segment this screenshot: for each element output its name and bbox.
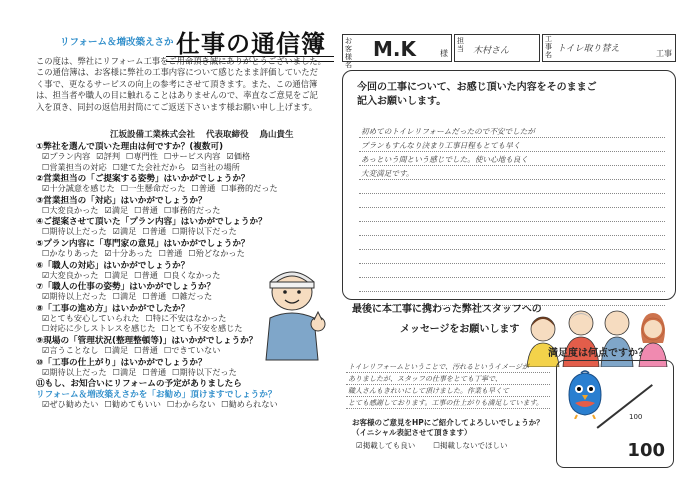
signer-company: 江坂設備工業株式会社 bbox=[110, 130, 196, 140]
hp-question-line-2: （イニシャル表記させて頂きます） bbox=[352, 428, 472, 437]
koji-box bbox=[542, 34, 676, 62]
customer-name-box bbox=[342, 34, 452, 69]
hp-option-checkbox[interactable]: ☑ 掲載しても良い bbox=[356, 441, 415, 450]
option-checkbox[interactable]: ☐ かなりあった bbox=[42, 248, 98, 258]
writing-line bbox=[359, 221, 665, 222]
score-box bbox=[556, 360, 674, 468]
writing-line bbox=[359, 165, 665, 166]
option-checkbox[interactable]: ☑ 価格 bbox=[226, 151, 250, 161]
option-checkbox[interactable]: ☐ とても不安を感じた bbox=[162, 323, 243, 333]
hp-options bbox=[356, 440, 525, 451]
handwritten-comment: あっという間という感じでした。使い心地も良く bbox=[361, 155, 528, 164]
handwritten-staff-message: トイレリフォームということで、汚れるというイメージが bbox=[348, 363, 529, 371]
tantou-box bbox=[454, 34, 540, 62]
sama-suffix: 様 bbox=[440, 49, 448, 58]
option-checkbox[interactable]: ☐ 普通 bbox=[134, 345, 158, 355]
writing-line bbox=[359, 207, 665, 208]
option-checkbox[interactable]: ☑ 評判 bbox=[96, 151, 120, 161]
option-checkbox[interactable]: ☑ ぜひ勧めたい bbox=[42, 399, 98, 409]
option-checkbox[interactable]: ☑ 期待以上だった bbox=[42, 291, 107, 301]
question-options-9 bbox=[42, 323, 249, 334]
question-0: ①弊社を選んで頂いた理由は何ですか？(複数可) bbox=[36, 142, 224, 152]
question-5: ⑤プラン内容に「専門家の意見」はいかがでしょうか？ bbox=[36, 239, 250, 249]
writing-line bbox=[359, 235, 665, 236]
handwritten-staff-message: とても感謝しております。工事の仕上がりも満足しています。 bbox=[348, 399, 543, 407]
option-checkbox[interactable]: ☑ 満足 bbox=[113, 226, 137, 236]
question-11: ⑩「工事の仕上がり」はいかがでしょうか？ bbox=[36, 357, 207, 368]
option-checkbox[interactable]: ☐ 満足 bbox=[113, 367, 137, 377]
option-checkbox[interactable]: ☐ 普通 bbox=[192, 183, 216, 193]
question-4: ④ご提案させて頂いた「プラン内容」はいかがでしょうか？ bbox=[36, 217, 267, 228]
question-3: ③営業担当の「対応」はいかがでしょうか？ bbox=[36, 195, 207, 206]
question-6: ⑥「職人の対応」はいかがでしょうか？ bbox=[36, 260, 190, 271]
option-checkbox[interactable]: ☐ 普通 bbox=[142, 367, 166, 377]
question-8: ⑧「工事の進め方」はいかがでしたか？ bbox=[36, 303, 190, 314]
satisfaction-score: 100 bbox=[627, 440, 665, 461]
option-checkbox[interactable]: ☐ 普通 bbox=[134, 270, 158, 280]
option-checkbox[interactable]: ☐ 特に不安はなかった bbox=[145, 313, 226, 323]
handwritten-comment: プランもすんなり決まり工事日程もとても早く bbox=[361, 141, 521, 150]
question-12: ⑪もし、お知合いにリフォームの予定がありましたら bbox=[36, 379, 242, 390]
question-options-13 bbox=[42, 399, 284, 410]
staff-writing-line bbox=[346, 396, 550, 397]
writing-line bbox=[359, 179, 665, 180]
option-checkbox[interactable]: ☐ 勧めてもいい bbox=[104, 399, 160, 409]
option-checkbox[interactable]: ☑ 満足 bbox=[104, 205, 128, 215]
option-checkbox[interactable]: ☑ 十分誠意を感じた bbox=[42, 183, 115, 193]
question-options-1 bbox=[42, 162, 246, 173]
option-checkbox[interactable]: ☐ 対応に少しストレスを感じた bbox=[42, 323, 156, 333]
question-options-4 bbox=[42, 226, 243, 237]
question-options-8 bbox=[42, 313, 232, 324]
option-checkbox[interactable]: ☑ 当社の場所 bbox=[192, 162, 240, 172]
staff-writing-line bbox=[346, 372, 550, 373]
question-options-5 bbox=[42, 248, 251, 259]
koji-suffix: 工事 bbox=[656, 49, 672, 58]
option-checkbox[interactable]: ☐ 一生懸命だった bbox=[121, 183, 186, 193]
option-checkbox[interactable]: ☐ 満足 bbox=[113, 291, 137, 301]
option-checkbox[interactable]: ☐ 営業担当の対応 bbox=[42, 162, 107, 172]
staff-writing-line bbox=[346, 384, 550, 385]
option-checkbox[interactable]: ☐ 事務的だった bbox=[221, 183, 277, 193]
option-checkbox[interactable]: ☐ 普通 bbox=[142, 226, 166, 236]
writing-line bbox=[359, 137, 665, 138]
question-13: リフォーム＆増改築えさかを「お勧め」頂けますでしょうか？ bbox=[36, 390, 277, 401]
writing-line bbox=[359, 263, 665, 264]
option-checkbox[interactable]: ☐ 満足 bbox=[104, 270, 128, 280]
question-options-10 bbox=[42, 345, 226, 356]
staff-writing-line bbox=[346, 408, 550, 409]
option-checkbox[interactable]: ☐ 期待以下だった bbox=[172, 367, 237, 377]
question-10: ⑨現場の「管理状況(整理整頓等)」はいかがでしょうか？ bbox=[36, 336, 258, 346]
option-checkbox[interactable]: ☐ 大変良かった bbox=[42, 205, 98, 215]
satisfaction-label: 満足度は何点ですか？ bbox=[548, 348, 648, 359]
option-checkbox[interactable]: ☐ 期待以上だった bbox=[42, 226, 107, 236]
hp-question bbox=[352, 418, 544, 438]
signer bbox=[110, 128, 301, 140]
question-options-11 bbox=[42, 367, 243, 378]
question-options-3 bbox=[42, 205, 226, 216]
writing-line bbox=[359, 193, 665, 194]
comment-heading-line-2: 記入お願いします。 bbox=[357, 96, 447, 107]
option-checkbox[interactable]: ☐ 普通 bbox=[159, 248, 183, 258]
option-checkbox[interactable]: ☐ 雑だった bbox=[172, 291, 212, 301]
handwritten-staff-message: 職人さんもきれいにして頂けました。作業も早くて bbox=[348, 387, 509, 395]
left-panel bbox=[0, 0, 338, 480]
company-tagline: リフォーム＆増改築えさか bbox=[60, 37, 174, 48]
comment-box bbox=[342, 70, 676, 300]
koji-value: トイレ取り替え bbox=[557, 44, 620, 54]
page-title: 仕事の通信簿 bbox=[176, 24, 326, 59]
customer-name-label: お客様名 bbox=[345, 37, 352, 69]
staff-subheading: メッセージをお願いします bbox=[400, 324, 520, 335]
question-options-0 bbox=[42, 151, 256, 162]
option-checkbox[interactable]: ☑ 期待以上だった bbox=[42, 367, 107, 377]
option-checkbox[interactable]: ☑ とても安心していられた bbox=[42, 313, 139, 323]
signer-name: 鳥山貴生 bbox=[259, 130, 294, 140]
option-checkbox[interactable]: ☐ 勧められない bbox=[221, 399, 277, 409]
option-checkbox[interactable]: ☑ 言うことなし bbox=[42, 345, 98, 355]
option-checkbox[interactable]: ☐ 普通 bbox=[142, 291, 166, 301]
option-checkbox[interactable]: ☐ わからない bbox=[167, 399, 215, 409]
option-checkbox[interactable]: ☐ 良くなかった bbox=[164, 270, 220, 280]
question-options-7 bbox=[42, 291, 218, 302]
bird-mascot-icon bbox=[563, 369, 607, 419]
option-checkbox[interactable]: ☐ サービス内容 bbox=[164, 151, 220, 161]
staff-heading: 最後に本工事に携わった弊社スタッフへの bbox=[352, 304, 542, 315]
comment-heading bbox=[357, 81, 597, 109]
writing-line bbox=[359, 277, 665, 278]
option-checkbox[interactable]: ☐ できていない bbox=[164, 345, 220, 355]
option-checkbox[interactable]: ☑ プラン内容 bbox=[42, 151, 90, 161]
customer-info-row bbox=[342, 34, 676, 69]
signer-role: 代表取締役 bbox=[205, 130, 249, 140]
option-checkbox[interactable]: ☑ 大変良かった bbox=[42, 270, 98, 280]
hp-question-line-1: お客様のご意見をHPにご紹介してよろしいでしょうか？ bbox=[352, 418, 544, 427]
hp-option-checkbox[interactable]: ☐ 掲載しないでほしい bbox=[433, 441, 507, 450]
writing-line bbox=[359, 151, 665, 152]
handwritten-comment: 初めてのトイレリフォームだったので不安でしたが bbox=[361, 127, 535, 136]
handwritten-staff-message: ありましたが、スタッフの仕事をとても丁寧で、 bbox=[348, 375, 502, 383]
question-options-6 bbox=[42, 270, 226, 281]
option-checkbox[interactable]: ☐ 建てた会社だから bbox=[113, 162, 186, 172]
koji-label: 工事名 bbox=[545, 35, 552, 59]
option-checkbox[interactable]: ☐ 満足 bbox=[104, 345, 128, 355]
question-options-2 bbox=[42, 183, 284, 194]
tantou-label: 担当 bbox=[457, 37, 464, 53]
customer-name: M.K bbox=[373, 37, 416, 61]
option-checkbox[interactable]: ☐ 期待以下だった bbox=[172, 226, 237, 236]
score-scribble: 100 bbox=[629, 413, 643, 421]
right-panel bbox=[338, 0, 680, 480]
worker-illustration bbox=[252, 262, 332, 362]
option-checkbox[interactable]: ☑ 十分あった bbox=[104, 248, 152, 258]
question-2: ②営業担当の「ご提案する姿勢」はいかがでしょうか？ bbox=[36, 174, 250, 185]
option-checkbox[interactable]: ☐ 殆どなかった bbox=[188, 248, 244, 258]
comment-heading-line-1: 今回の工事について、お感じ頂いた内容をそのままご bbox=[357, 82, 597, 93]
tantou-value: 木村さん bbox=[473, 46, 510, 56]
option-checkbox[interactable]: ☐ 普通 bbox=[134, 205, 158, 215]
intro-text: この度は、弊社にリフォーム工事をご用命頂き誠にありがとうございました。この通信簿は、お客様に弊社の工事内容について感じたまま評価していただく事で、更なるサービスの向上の参考にさせて頂きます。また、この通信簿は、担当者や職人の目に触れることはありませんので、率直なご意見をご記入を頂き、同封の返信用封筒にてご返送下さいます様お願い申し上げます。 bbox=[36, 56, 326, 112]
handwritten-comment: 大変満足です。 bbox=[361, 169, 414, 178]
writing-line bbox=[359, 249, 665, 250]
question-7: ⑦「職人の仕事の姿勢」はいかがでしょうか？ bbox=[36, 282, 216, 293]
staff-message-box bbox=[344, 360, 554, 412]
option-checkbox[interactable]: ☐ 事務的だった bbox=[164, 205, 220, 215]
writing-line bbox=[359, 291, 665, 292]
option-checkbox[interactable]: ☐ 専門性 bbox=[126, 151, 158, 161]
